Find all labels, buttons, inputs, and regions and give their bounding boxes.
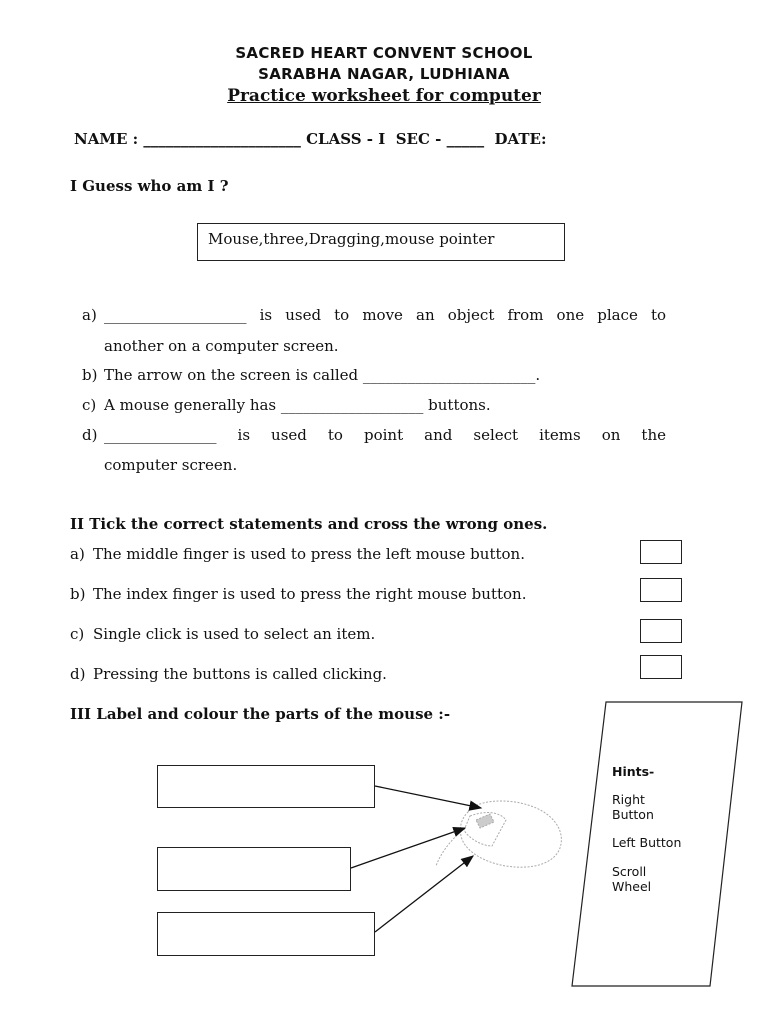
section-blank[interactable]: _____ (446, 130, 485, 148)
worksheet-title: Practice worksheet for computer (227, 86, 541, 106)
s1-item-a-letter: a) (82, 306, 97, 324)
s1-item-d-line1: _______________ is used to point and select items on the (104, 426, 666, 444)
s1-item-a-line1: ___________________ is used to move an object from one place to (104, 306, 666, 324)
section2-heading: II Tick the correct statements and cross the wrong ones. (70, 515, 548, 533)
school-address: SARABHA NAGAR, LUDHIANA (258, 65, 510, 83)
section1-heading: I Guess who am I ? (70, 177, 229, 195)
s2-item-a-letter: a) (70, 545, 85, 563)
hint-right-button-2: Button (612, 807, 654, 822)
s1-item-c-text: A mouse generally has ___________________ buttons. (104, 396, 491, 414)
section-label: SEC - (385, 130, 447, 148)
s1-item-b-text: The arrow on the screen is called _______________________. (104, 366, 541, 384)
s2-item-b-text: The index finger is used to press the right mouse button. (93, 585, 527, 603)
name-blank[interactable]: _____________________ (143, 130, 301, 148)
hints-title: Hints- (612, 764, 655, 779)
arrow-2 (351, 828, 465, 868)
mouse-sketch-icon (436, 801, 561, 867)
s2-item-c-letter: c) (70, 625, 85, 643)
s2-item-d-letter: d) (70, 665, 86, 683)
arrow-3 (375, 856, 473, 932)
word-bank-box: Mouse,three,Dragging,mouse pointer (197, 223, 565, 261)
s1-item-b-letter: b) (82, 366, 98, 384)
s2-item-c-text: Single click is used to select an item. (93, 625, 376, 643)
hint-scroll-wheel-2: Wheel (612, 879, 652, 894)
date-label: DATE: (484, 130, 547, 148)
hint-scroll-wheel-1: Scroll (612, 864, 647, 879)
name-label: NAME : (74, 130, 144, 148)
s1-item-a-line2: another on a computer screen. (104, 337, 339, 355)
s2-item-d-text: Pressing the buttons is called clicking. (93, 665, 387, 683)
class-value: I (378, 130, 386, 148)
school-name: SACRED HEART CONVENT SCHOOL (235, 44, 533, 62)
arrow-1 (375, 786, 481, 808)
s1-item-d-letter: d) (82, 426, 98, 444)
section3-heading: III Label and colour the parts of the mouse :- (70, 705, 451, 723)
s1-item-c-letter: c) (82, 396, 97, 414)
s2-item-b-letter: b) (70, 585, 86, 603)
s1-item-d-line2: computer screen. (104, 456, 238, 474)
hint-right-button-1: Right (612, 792, 645, 807)
class-label: CLASS - (300, 130, 379, 148)
s2-item-a-text: The middle finger is used to press the left mouse button. (93, 545, 525, 563)
hint-left-button: Left Button (612, 835, 682, 850)
